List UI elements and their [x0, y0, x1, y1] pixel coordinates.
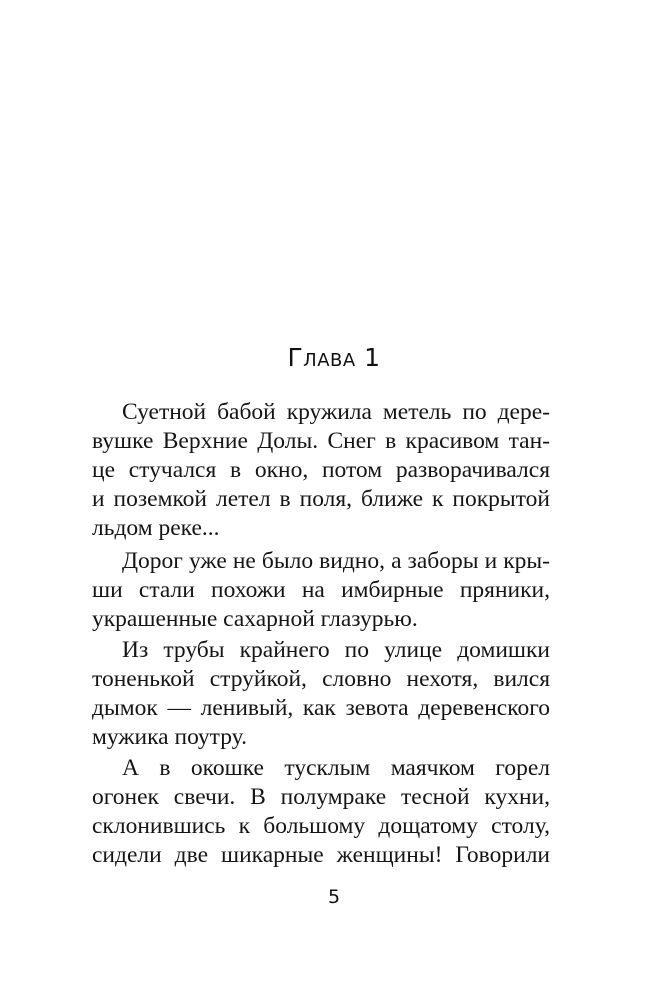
text-line: льдом реке...	[92, 515, 220, 541]
text-line: це стучался в окно, потом разворачивался	[92, 457, 550, 483]
text-line: ши стали похожи на имбирные пряники,	[92, 577, 550, 603]
text-line: огонек свечи. В полумраке тесной кухни,	[92, 784, 550, 810]
text-line: Из трубы крайнего по улице домишки	[122, 637, 550, 663]
text-line: и поземкой летел в поля, ближе к покрытой	[92, 486, 550, 512]
text-line: мужика поутру.	[92, 724, 247, 750]
text-line: дымок — ленивый, как зевота деревенского	[92, 695, 550, 721]
text-line: сидели две шикарные женщины! Говорили	[92, 842, 550, 868]
text-line: украшенные сахарной глазурью.	[92, 606, 418, 632]
text-line: тоненькой струйкой, словно нехотя, вился	[92, 666, 550, 692]
text-line: Дорог уже не было видно, а заборы и кры-	[122, 548, 550, 574]
text-line: Суетной бабой кружила метель по дере-	[122, 399, 550, 425]
text-line: склонившись к большому дощатому столу,	[92, 813, 550, 839]
chapter-title: Глава 1	[287, 343, 381, 372]
text-line: вушке Верхние Долы. Снег в красивом тан-	[92, 428, 550, 454]
text-line: А в окошке тусклым маячком горел	[122, 755, 550, 781]
page-number: 5	[327, 886, 341, 908]
